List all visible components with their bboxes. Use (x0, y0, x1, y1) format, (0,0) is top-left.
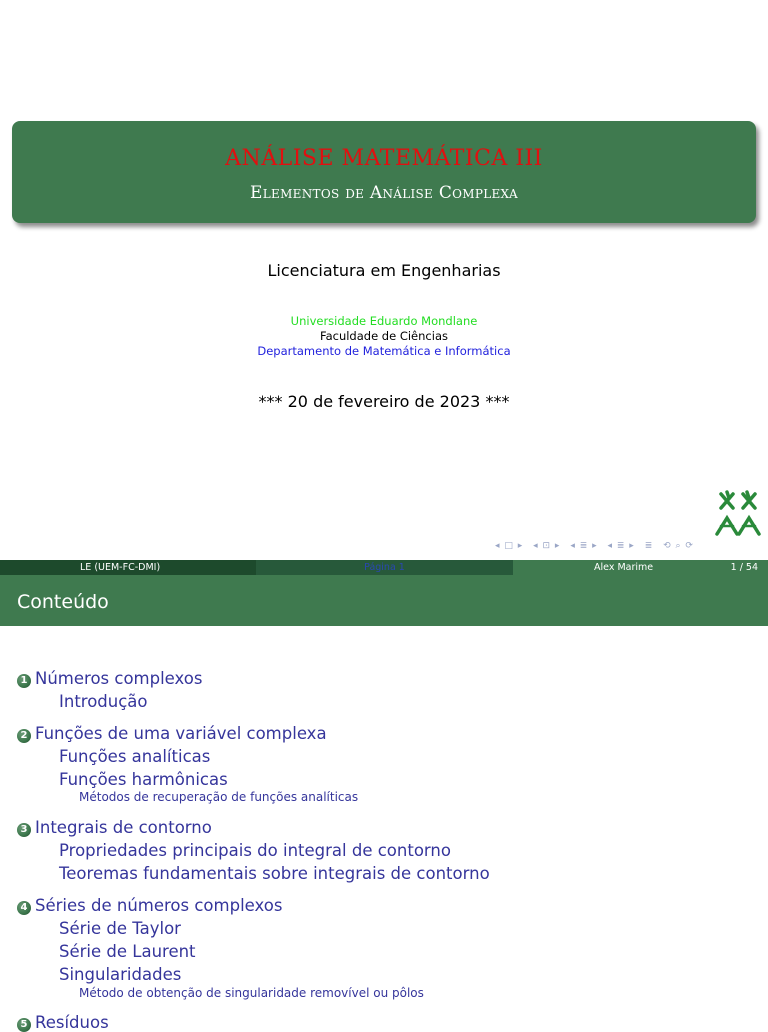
section-number-ball: 1 (17, 674, 31, 688)
toc-subsection[interactable]: Funções analíticas (59, 747, 211, 766)
university-logo (713, 488, 763, 538)
toc-subsubsection[interactable]: Métodos de recuperação de funções analíticas (79, 790, 359, 804)
footer-left (0, 560, 256, 575)
toc-subsection[interactable]: Introdução (59, 692, 148, 711)
toc-section-label: Integrais de contorno (35, 818, 212, 837)
toc-title: Conteúdo (17, 591, 109, 613)
footer-right (513, 560, 768, 575)
search-icon[interactable]: ⟲ ⌕ ⟳ (663, 541, 694, 551)
slide-footer (0, 560, 768, 575)
beamer-navigation (495, 541, 700, 551)
toc-subsection[interactable]: Série de Taylor (59, 919, 181, 938)
footer-center (256, 560, 513, 575)
toc-header-bar (0, 575, 768, 626)
align-icon[interactable]: ≣ (644, 541, 654, 551)
course-name: Licenciatura em Engenharias (267, 261, 501, 280)
footer-page-label: Página 1 (364, 562, 405, 573)
frame-nav-icon[interactable]: ◂ □ ▸ (495, 541, 524, 551)
toc-section-label: Funções de uma variável complexa (35, 724, 327, 743)
university-name: Universidade Eduardo Mondlane (290, 314, 478, 328)
toc-section-1[interactable] (17, 669, 203, 688)
toc-subsection[interactable]: Propriedades principais do integral de contorno (59, 841, 451, 860)
subsection-nav-icon[interactable]: ◂ ⊡ ▸ (533, 541, 561, 551)
section-number-ball: 3 (17, 823, 31, 837)
footer-page-number: 1 / 54 (730, 562, 758, 573)
department-name: Departamento de Matemática e Informática (257, 344, 511, 358)
toc-subsection[interactable]: Funções harmônicas (59, 770, 228, 789)
toc-section-2[interactable] (17, 724, 327, 743)
title-block (12, 121, 756, 223)
presentation-title: ANÁLISE MATEMÁTICA III (225, 146, 543, 171)
toc-subsection[interactable]: Série de Laurent (59, 942, 196, 961)
toc-subsection[interactable]: Teoremas fundamentais sobre integrais de contorno (59, 864, 490, 883)
subsection-list-nav-icon[interactable]: ◂ ≣ ▸ (607, 541, 635, 551)
toc-section-label: Resíduos (35, 1013, 109, 1032)
toc-section-5[interactable] (17, 1013, 109, 1032)
toc-subsubsection[interactable]: Método de obtenção de singularidade removível ou pôlos (79, 986, 424, 1000)
presentation-date: *** 20 de fevereiro de 2023 *** (258, 392, 510, 411)
faculty-name: Faculdade de Ciências (320, 329, 448, 343)
toc-section-label: Séries de números complexos (35, 896, 283, 915)
toc-section-4[interactable] (17, 896, 282, 915)
toc-subsection[interactable]: Singularidades (59, 965, 182, 984)
section-number-ball: 5 (17, 1018, 31, 1032)
section-number-ball: 2 (17, 729, 31, 743)
footer-author: Alex Marime (594, 562, 654, 573)
footer-short-title: LE (UEM-FC-DMI) (80, 562, 161, 573)
toc-section-label: Números complexos (35, 669, 203, 688)
section-number-ball: 4 (17, 901, 31, 915)
toc-section-3[interactable] (17, 818, 212, 837)
presentation-subtitle: Elementos de Análise Complexa (250, 183, 518, 203)
section-nav-icon[interactable]: ◂ ≣ ▸ (570, 541, 598, 551)
